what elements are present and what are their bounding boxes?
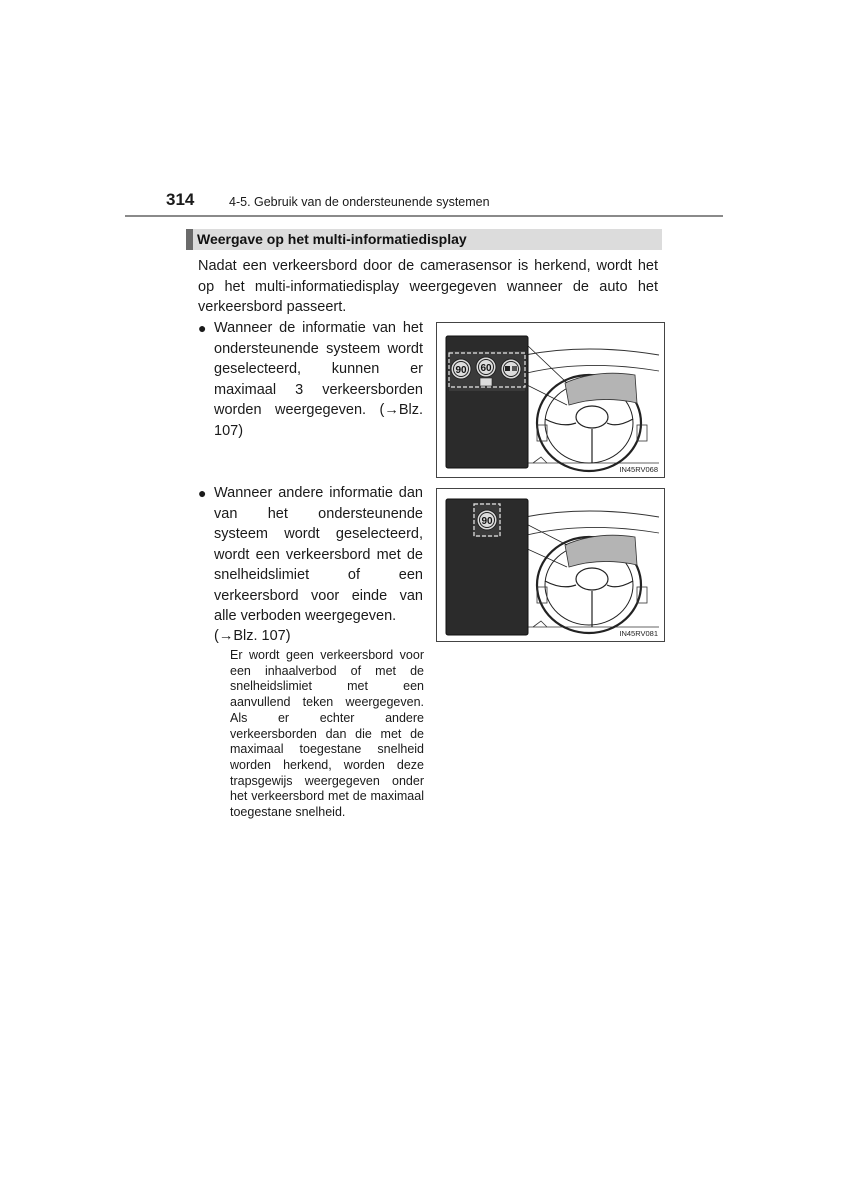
- bullet-item: [198, 318, 424, 439]
- section-title: Weergave op het multi-informatiedisplay: [197, 231, 467, 247]
- figure-multi-display-three-signs: [436, 322, 665, 478]
- instrument-cluster: [565, 373, 637, 405]
- instrument-cluster: [565, 535, 637, 567]
- page-reference: (→Blz. 107): [214, 628, 291, 644]
- figure-code: IN45RV068: [619, 465, 658, 474]
- speed-sign-90-icon: [451, 359, 471, 379]
- multi-information-display: [446, 336, 528, 468]
- bullet-text: Wanneer de informatie van het ondersteunende systeem wordt geselecteerd, kunnen er maximaal 3 verkeersborden worden weergegeven. (→Blz. 107): [214, 320, 423, 439]
- section-marker: [186, 229, 193, 250]
- bullet-text: Wanneer andere informatie dan van het ondersteunende systeem wordt geselecteerd, wordt een verkeersbord met de snelheidslimiet of een verkeersbord voor einde van alle verboden weergegeven.: [214, 485, 423, 624]
- note-paragraph: Er wordt geen verkeersbord voor een inhaalverbod of met de snelheidslimiet met een aanvullend teken weergegeven. Als er echter andere verkeersborden dan die met de maximaal toegestane snelheid worden herkend, worden deze trapsgewijs weergegeven onder het verkeersbord met de maximaal toegestane snelheid.: [230, 648, 424, 820]
- svg-text:60: 60: [480, 363, 492, 374]
- bullet-icon: ●: [198, 320, 207, 336]
- svg-text:90: 90: [481, 516, 493, 527]
- chapter-title: 4-5. Gebruik van de ondersteunende systemen: [229, 195, 490, 209]
- dashboard-illustration: [437, 489, 664, 641]
- bullet-icon: ●: [198, 485, 207, 501]
- bullet-item: [198, 483, 424, 653]
- figure-multi-display-one-sign: [436, 488, 665, 642]
- speed-sign-90-icon: [477, 510, 497, 530]
- section-heading: [186, 229, 662, 250]
- intro-paragraph: Nadat een verkeersbord door de camerasensor is herkend, wordt het op het multi-informatiedisplay weergegeven wanneer de auto het verkeersbord passeert.: [198, 258, 658, 315]
- dashboard-illustration: [437, 323, 664, 477]
- page-number: 314: [166, 190, 195, 209]
- header-rule: [125, 215, 723, 217]
- no-overtaking-sign-icon: [501, 359, 521, 379]
- figure-code: IN45RV081: [619, 629, 658, 638]
- svg-text:90: 90: [455, 365, 467, 376]
